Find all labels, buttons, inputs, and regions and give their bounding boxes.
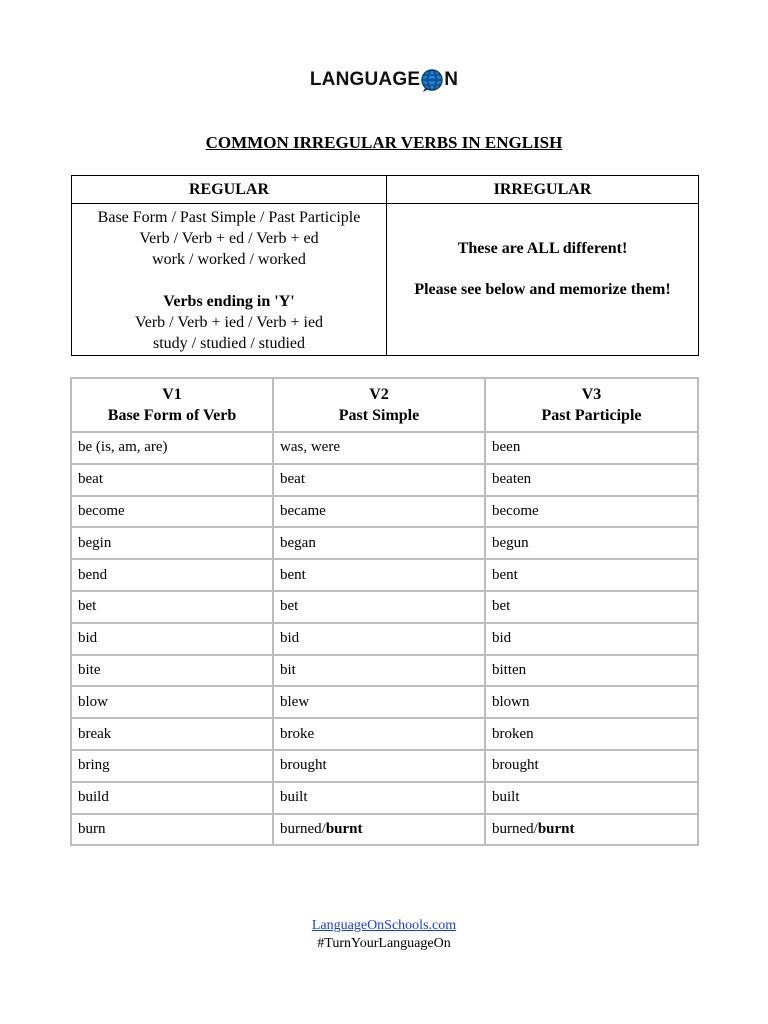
- irregular-verbs-table: [70, 377, 699, 846]
- v1-cell: begin: [71, 527, 273, 559]
- regular-line: Base Form / Past Simple / Past Participle: [97, 209, 361, 226]
- regular-line: work / worked / worked: [152, 251, 306, 268]
- v2-code: V2: [369, 386, 389, 403]
- v1-cell: bet: [71, 591, 273, 623]
- regular-header: REGULAR: [72, 176, 387, 204]
- table-row: [71, 623, 698, 655]
- regular-rules-cell: [72, 204, 387, 356]
- irregular-line: These are ALL different!: [457, 239, 628, 257]
- v3-cell: [485, 814, 698, 846]
- v1-cell: be (is, am, are): [71, 432, 273, 464]
- v3-cell: bid: [485, 623, 698, 655]
- v1-cell: become: [71, 496, 273, 528]
- globe-speech-bubble-icon: [421, 69, 443, 93]
- v1-code: V1: [162, 386, 182, 403]
- table-row: [71, 782, 698, 814]
- v1-cell: burn: [71, 814, 273, 846]
- footer-website-link[interactable]: LanguageOnSchools.com: [311, 918, 457, 933]
- v3-cell: built: [485, 782, 698, 814]
- irregular-header: IRREGULAR: [387, 176, 699, 204]
- v3-cell: been: [485, 432, 698, 464]
- v3-cell: broken: [485, 718, 698, 750]
- regular-line: Verb / Verb + ied / Verb + ied: [134, 314, 324, 331]
- v3-plain: burned/: [492, 820, 538, 837]
- logo-text-left: LANGUAGE: [309, 69, 421, 90]
- v2-cell: became: [273, 496, 485, 528]
- v2-cell: built: [273, 782, 485, 814]
- v2-cell: brought: [273, 750, 485, 782]
- v3-cell: bent: [485, 559, 698, 591]
- v3-cell: blown: [485, 686, 698, 718]
- v1-cell: beat: [71, 464, 273, 496]
- v3-cell: become: [485, 496, 698, 528]
- table-row: [71, 655, 698, 687]
- v2-name: Past Simple: [338, 407, 420, 424]
- regular-irregular-table: [71, 175, 699, 356]
- v2-cell: bent: [273, 559, 485, 591]
- table-row: [71, 496, 698, 528]
- v2-cell: blew: [273, 686, 485, 718]
- v2-cell: bid: [273, 623, 485, 655]
- logo: [0, 68, 768, 92]
- spacer: [72, 270, 386, 291]
- regular-line: study / studied / studied: [153, 335, 305, 352]
- table-row: [71, 718, 698, 750]
- table-row: [71, 559, 698, 591]
- table-row: [71, 432, 698, 464]
- v1-header: [71, 378, 273, 432]
- v2-cell: began: [273, 527, 485, 559]
- v3-cell: bitten: [485, 655, 698, 687]
- v3-name: Past Participle: [541, 407, 642, 424]
- v2-cell: beat: [273, 464, 485, 496]
- table-row: [71, 686, 698, 718]
- table-row: [71, 814, 698, 846]
- v3-header: [485, 378, 698, 432]
- v1-cell: build: [71, 782, 273, 814]
- page-title: COMMON IRREGULAR VERBS IN ENGLISH: [205, 133, 563, 152]
- table-row: [71, 750, 698, 782]
- v2-cell: bit: [273, 655, 485, 687]
- v3-code: V3: [581, 386, 602, 403]
- v2-cell: bet: [273, 591, 485, 623]
- v3-cell: begun: [485, 527, 698, 559]
- footer: [0, 917, 768, 953]
- irregular-line: Please see below and memorize them!: [414, 280, 671, 298]
- v1-cell: bid: [71, 623, 273, 655]
- verbs-header-row: [71, 378, 698, 432]
- v1-cell: bite: [71, 655, 273, 687]
- v2-cell: was, were: [273, 432, 485, 464]
- v2-plain: burned/: [280, 820, 326, 837]
- v2-bold: burnt: [325, 820, 363, 837]
- y-ending-heading: Verbs ending in 'Y': [163, 293, 295, 310]
- v3-bold: burnt: [537, 820, 575, 837]
- v1-name: Base Form of Verb: [107, 407, 237, 424]
- v1-cell: break: [71, 718, 273, 750]
- irregular-note-cell: [387, 204, 699, 356]
- table-row: [71, 464, 698, 496]
- logo-text-right: N: [444, 69, 459, 90]
- v1-cell: bend: [71, 559, 273, 591]
- v2-header: [273, 378, 485, 432]
- v1-cell: blow: [71, 686, 273, 718]
- v2-cell: [273, 814, 485, 846]
- v3-cell: beaten: [485, 464, 698, 496]
- v3-cell: bet: [485, 591, 698, 623]
- v2-cell: broke: [273, 718, 485, 750]
- regular-line: Verb / Verb + ed / Verb + ed: [139, 230, 319, 247]
- table-row: [71, 527, 698, 559]
- footer-hashtag: #TurnYourLanguageOn: [317, 936, 451, 951]
- v3-cell: brought: [485, 750, 698, 782]
- v1-cell: bring: [71, 750, 273, 782]
- table-row: [71, 591, 698, 623]
